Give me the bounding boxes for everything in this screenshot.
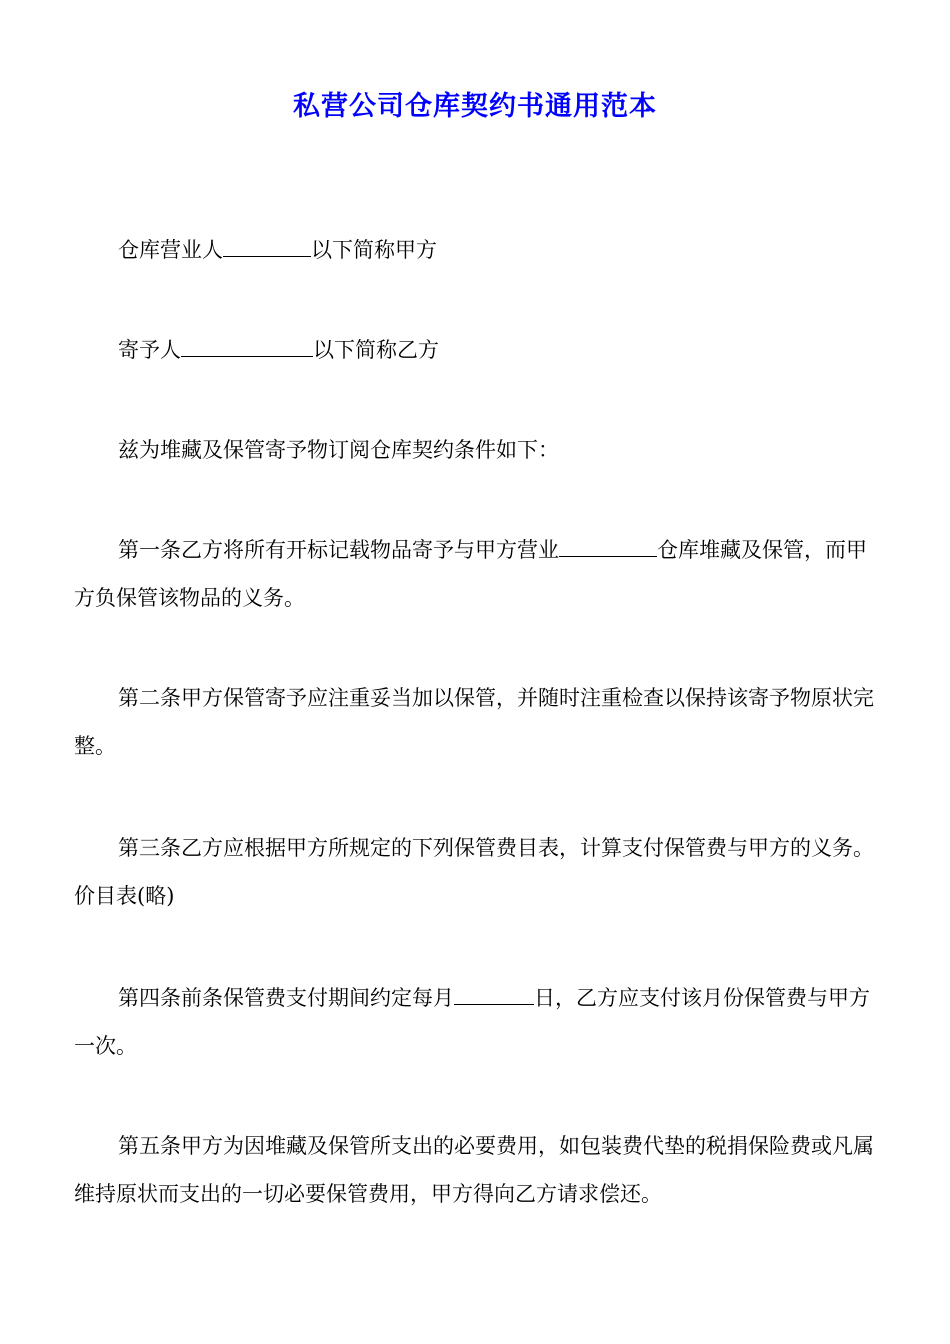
- article-1-blank: [559, 534, 657, 557]
- party-b-suffix: 以下简称乙方: [313, 338, 439, 362]
- article-4-blank: [454, 982, 534, 1005]
- article-1-part1: 第一条乙方将所有开标记载物品寄予与甲方营业: [118, 538, 559, 562]
- document-title: 私营公司仓库契约书通用范本: [293, 91, 657, 122]
- party-b-blank: [181, 334, 313, 357]
- party-a-blank: [223, 234, 311, 257]
- article-4-part2: 日，乙方应支付该月份保管费与甲方一次。: [74, 986, 870, 1058]
- article-1: [74, 526, 879, 622]
- article-5: 第五条甲方为因堆藏及保管所支出的必要费用，如包装费代垫的税捐保险费或凡属维持原状而支出的一切必要保管费用，甲方得向乙方请求偿还。: [74, 1134, 874, 1206]
- article-2: 第二条甲方保管寄予应注重妥当加以保管，并随时注重检查以保持该寄予物原状完整。: [74, 686, 874, 758]
- party-a-prefix: 仓库营业人: [118, 238, 223, 262]
- intro-paragraph: 兹为堆藏及保管寄予物订阅仓库契约条件如下：: [118, 438, 559, 462]
- article-3: 第三条乙方应根据甲方所规定的下列保管费目表，计算支付保管费与甲方的义务。价目表(略): [74, 836, 874, 908]
- party-a-line: [74, 226, 879, 274]
- party-a-suffix: 以下简称甲方: [311, 238, 437, 262]
- party-b-line: [74, 326, 879, 374]
- party-b-prefix: 寄予人: [118, 338, 181, 362]
- article-4: [74, 974, 879, 1070]
- article-1-part2: 仓库堆藏及保管，而甲方负保管该物品的义务。: [74, 538, 867, 610]
- article-4-part1: 第四条前条保管费支付期间约定每月: [118, 986, 454, 1010]
